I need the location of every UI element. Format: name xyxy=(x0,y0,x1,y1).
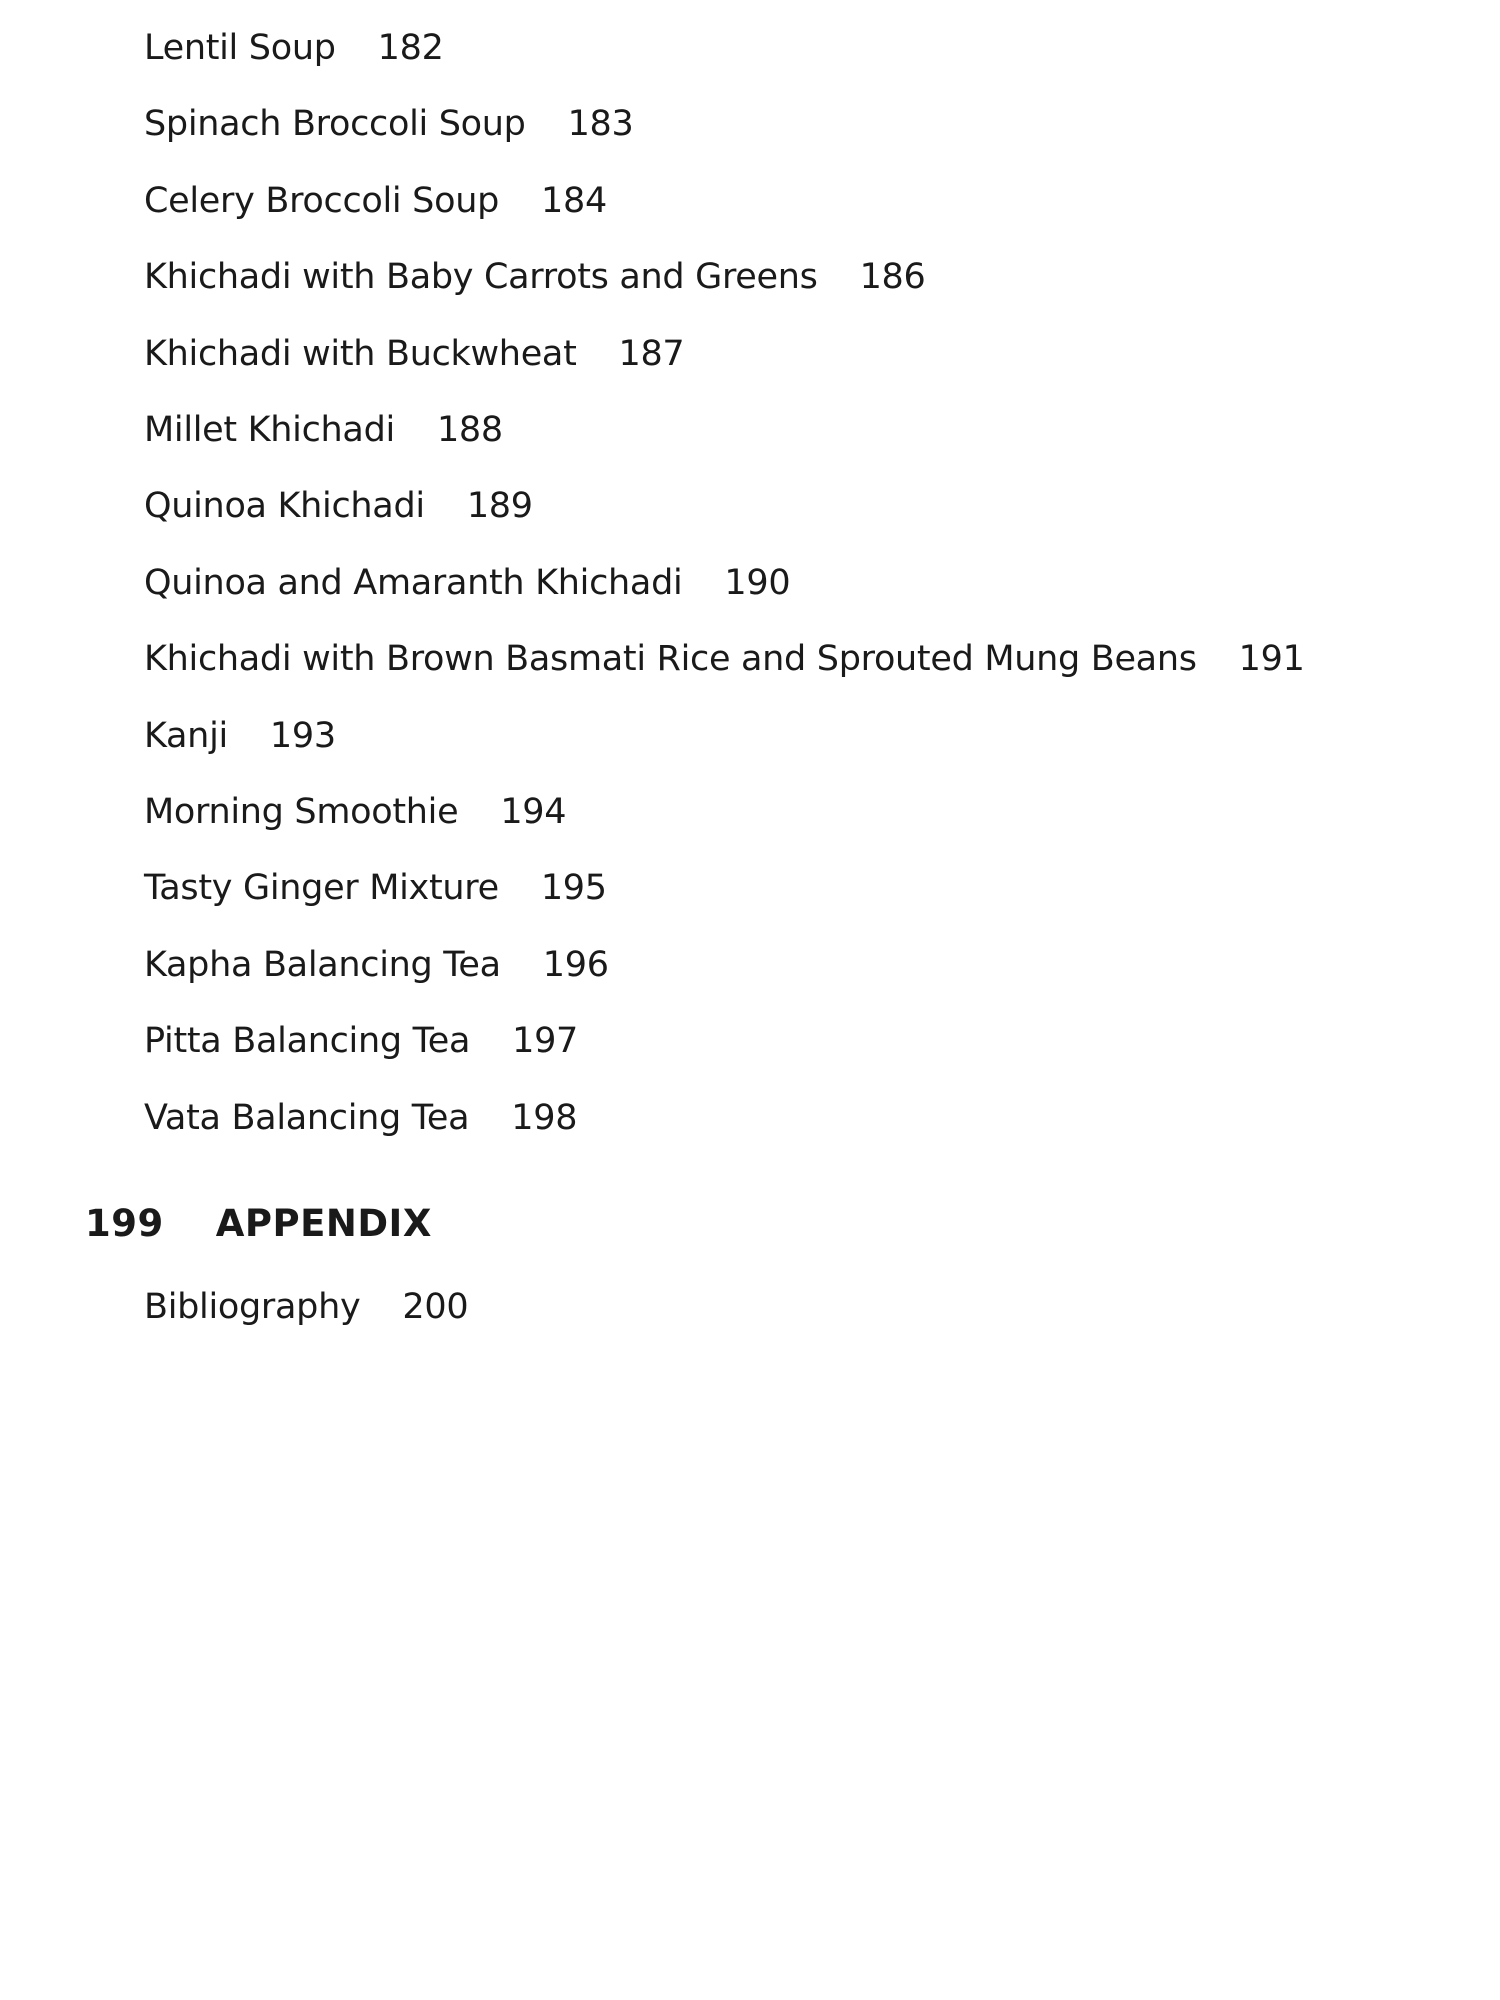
toc-entry xyxy=(144,1098,577,1138)
entry-page: 189 xyxy=(466,486,533,527)
entry-page: 193 xyxy=(269,715,336,756)
entry-title: Khichadi with Baby Carrots and Greens xyxy=(144,257,818,298)
section-heading-appendix xyxy=(85,1204,432,1244)
entry-title: Vata Balancing Tea xyxy=(144,1097,470,1138)
entry-page: 194 xyxy=(500,792,567,832)
entry-title: Kanji xyxy=(144,715,228,756)
toc-entry xyxy=(144,28,444,68)
entry-page: 186 xyxy=(859,257,926,298)
entry-page: 190 xyxy=(724,562,791,603)
toc-entry xyxy=(144,104,634,144)
entry-page: 183 xyxy=(567,104,634,145)
entry-page: 195 xyxy=(540,868,607,909)
entry-title: Lentil Soup xyxy=(144,28,336,68)
entry-title: Celery Broccoli Soup xyxy=(144,180,500,221)
entry-page: 182 xyxy=(377,28,444,68)
section-page-number: 199 xyxy=(85,1202,164,1245)
entry-page: 187 xyxy=(618,333,685,374)
toc-entry xyxy=(144,181,607,221)
entry-page: 200 xyxy=(402,1287,469,1327)
entry-title: Kapha Balancing Tea xyxy=(144,944,501,985)
entry-page: 188 xyxy=(436,410,503,450)
entry-page: 184 xyxy=(541,180,607,221)
entry-title: Pitta Balancing Tea xyxy=(144,1021,471,1062)
toc-entry xyxy=(144,410,503,450)
section-title: APPENDIX xyxy=(215,1202,432,1245)
toc-entry xyxy=(144,334,684,374)
toc-entry xyxy=(144,716,336,756)
toc-entry xyxy=(144,257,925,297)
entry-title: Khichadi with Brown Basmati Rice and Sprouted Mung Beans xyxy=(144,639,1197,680)
toc-entry xyxy=(144,639,1305,679)
entry-page: 191 xyxy=(1238,639,1305,680)
entry-page: 197 xyxy=(512,1021,579,1062)
entry-page: 198 xyxy=(511,1097,578,1138)
entry-title: Millet Khichadi xyxy=(144,410,395,450)
entry-title: Tasty Ginger Mixture xyxy=(144,868,499,909)
entry-title: Spinach Broccoli Soup xyxy=(144,104,526,145)
toc-entry xyxy=(144,868,607,908)
entry-title: Morning Smoothie xyxy=(144,792,459,832)
toc-entry xyxy=(144,945,609,985)
entry-title: Quinoa and Amaranth Khichadi xyxy=(144,562,683,603)
entry-title: Quinoa Khichadi xyxy=(144,486,425,527)
toc-entry xyxy=(144,486,533,526)
toc-entry xyxy=(144,1021,578,1061)
entry-title: Khichadi with Buckwheat xyxy=(144,333,577,374)
toc-entry-bibliography xyxy=(144,1287,468,1327)
toc-entry xyxy=(144,563,790,603)
toc-entry xyxy=(144,792,566,832)
entry-page: 196 xyxy=(542,944,609,985)
entry-title: Bibliography xyxy=(144,1287,361,1327)
